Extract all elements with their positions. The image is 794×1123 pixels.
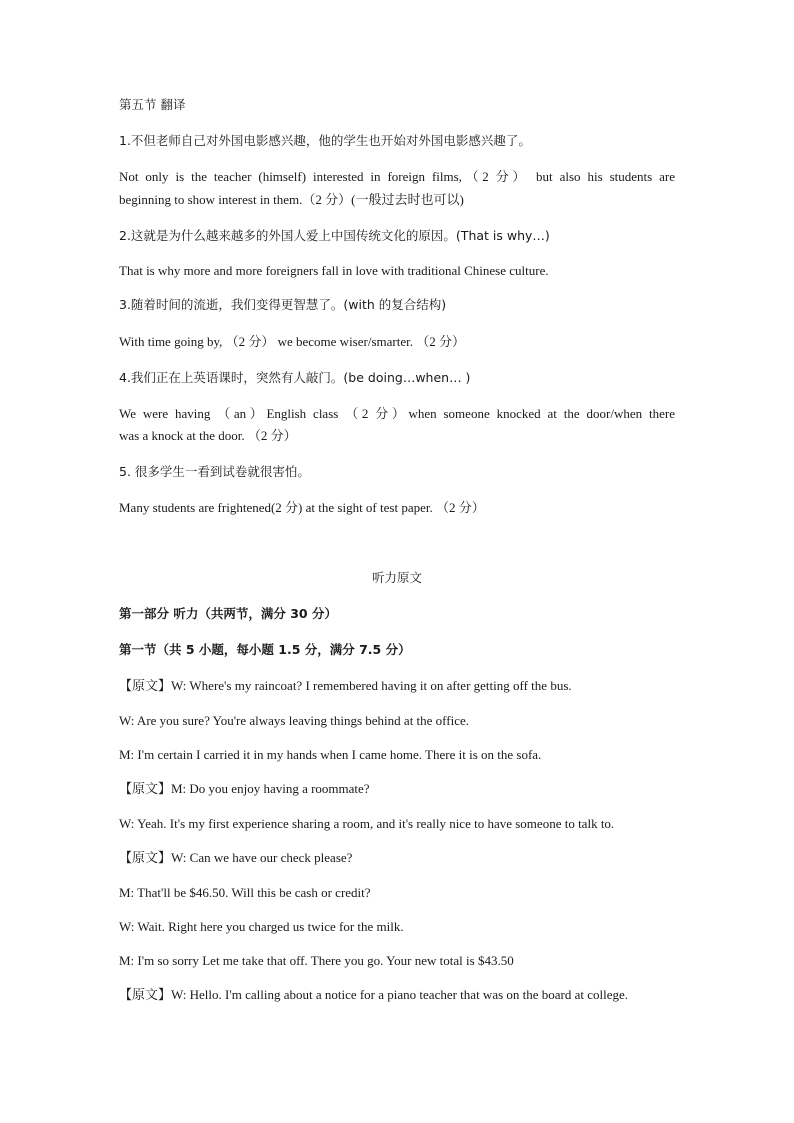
listening-heading: 听力原文	[371, 570, 422, 585]
transcript-line: W: Wait. Right here you charged us twice for the milk.	[119, 919, 404, 934]
section-title: 第五节 翻译	[119, 97, 186, 112]
question-5: 5. 很多学生一看到试卷就很害怕。	[119, 464, 310, 479]
transcript-line: W: Are you sure? You're always leaving things behind at the office.	[119, 713, 470, 728]
transcript-line: M: I'm so sorry Let me take that off. There you go. Your new total is $43.50	[119, 953, 514, 968]
question-3: 3.随着时间的流逝，我们变得更智慧了。(with 的复合结构)	[119, 297, 447, 312]
answer-2-line-1: That is why more and more foreigners fall in love with traditional Chinese culture.	[119, 263, 549, 278]
answer-4-line-2: was a knock at the door. （2 分）	[119, 428, 297, 443]
document-page	[119, 0, 675, 1123]
transcript-line: W: Yeah. It's my first experience sharing a room, and it's really nice to have someone to talk to.	[119, 816, 615, 831]
part-title: 第一部分 听力（共两节，满分 30 分）	[119, 606, 337, 621]
transcript-line: 【原文】W: Where's my raincoat? I remembered having it on after getting off the bus.	[119, 678, 572, 693]
answer-1-line-1: Not only is the teacher (himself) interested in foreign films,（2 分） but also his students are	[119, 169, 675, 184]
question-2: 2.这就是为什么越来越多的外国人爱上中国传统文化的原因。(That is why…)	[119, 228, 550, 243]
transcript-line: M: That'll be $46.50. Will this be cash or credit?	[119, 885, 371, 900]
transcript-line: M: I'm certain I carried it in my hands when I came home. There it is on the sofa.	[119, 747, 542, 762]
transcript-line: 【原文】W: Can we have our check please?	[119, 850, 353, 865]
answer-3-line-1: With time going by, （2 分） we become wiser/smarter. （2 分）	[119, 334, 465, 349]
answer-4-line-1: We were having （an）English class （2 分）when someone knocked at the door/when there	[119, 406, 675, 421]
answer-1-line-2: beginning to show interest in them.（2 分）(一般过去时也可以)	[119, 192, 464, 207]
question-1: 1.不但老师自己对外国电影感兴趣，他的学生也开始对外国电影感兴趣了。	[119, 133, 531, 148]
question-4: 4.我们正在上英语课时，突然有人敲门。(be doing…when… )	[119, 370, 471, 385]
transcript-line: 【原文】M: Do you enjoy having a roommate?	[119, 781, 370, 796]
answer-5-line-1: Many students are frightened(2 分) at the sight of test paper. （2 分）	[119, 500, 485, 515]
subsection-title: 第一节（共 5 小题，每小题 1.5 分，满分 7.5 分）	[119, 642, 411, 657]
transcript-line: 【原文】W: Hello. I'm calling about a notice for a piano teacher that was on the board at college.	[119, 987, 629, 1002]
